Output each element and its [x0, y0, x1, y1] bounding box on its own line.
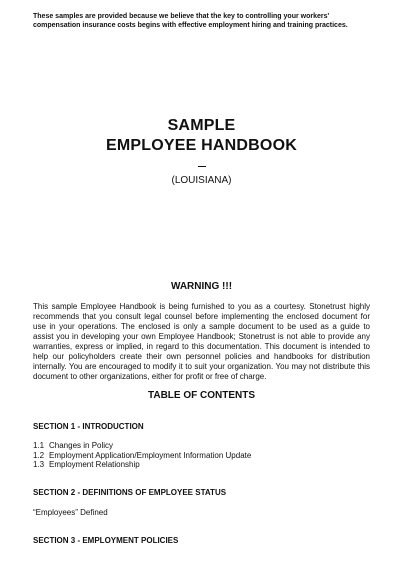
toc-section-1-list [33, 441, 251, 470]
toc-item [33, 441, 251, 451]
toc-section-3-heading: SECTION 3 - EMPLOYMENT POLICIES [33, 536, 179, 545]
toc-section-2-heading: SECTION 2 - DEFINITIONS OF EMPLOYEE STATUS [33, 488, 227, 497]
toc-item-text: Employment Application/Employment Information Update [49, 450, 252, 460]
toc-item [33, 451, 251, 461]
toc-item-text: Changes in Policy [49, 441, 114, 450]
intro-note: These samples are provided because we believe that the key to controlling your workers' compensation insurance costs begins with effective employment hiring and training practices. [33, 13, 348, 29]
title-line-sample: SAMPLE [167, 117, 236, 134]
toc-item-number: 1.3 [33, 460, 45, 469]
toc-heading: TABLE OF CONTENTS [147, 390, 256, 401]
toc-section-2-item: “Employees” Defined [33, 508, 108, 517]
warning-heading: WARNING !!! [170, 281, 233, 292]
toc-section-1-heading: SECTION 1 - INTRODUCTION [33, 422, 144, 431]
toc-item-text: Employment Relationship [49, 460, 140, 469]
toc-item-number: 1.1 [33, 441, 45, 450]
warning-body: This sample Employee Handbook is being furnished to you as a courtesy. Stonetrust highly recommends that you consult legal counsel before implementing the enclosed document for use in your operations. The enclosed is only a sample document to be used as a guide to assist you in developing your own Employee Handbook; Stonetrust is not able to provide any warranties, express or implied, in regard to this documentation. This document is intended to help our policyholders create their own personnel policies and handbooks for distribution internally. You are encouraged to modify it to suit your organization. You may not distribute this document to other organizations, either for profit or free of charge. [33, 302, 370, 381]
title-line-employee-handbook: EMPLOYEE HANDBOOK [106, 137, 297, 154]
title-divider [198, 166, 206, 167]
toc-item-number: 1.2 [33, 450, 45, 460]
toc-item [33, 460, 251, 470]
title-state: (LOUISIANA) [171, 175, 232, 186]
